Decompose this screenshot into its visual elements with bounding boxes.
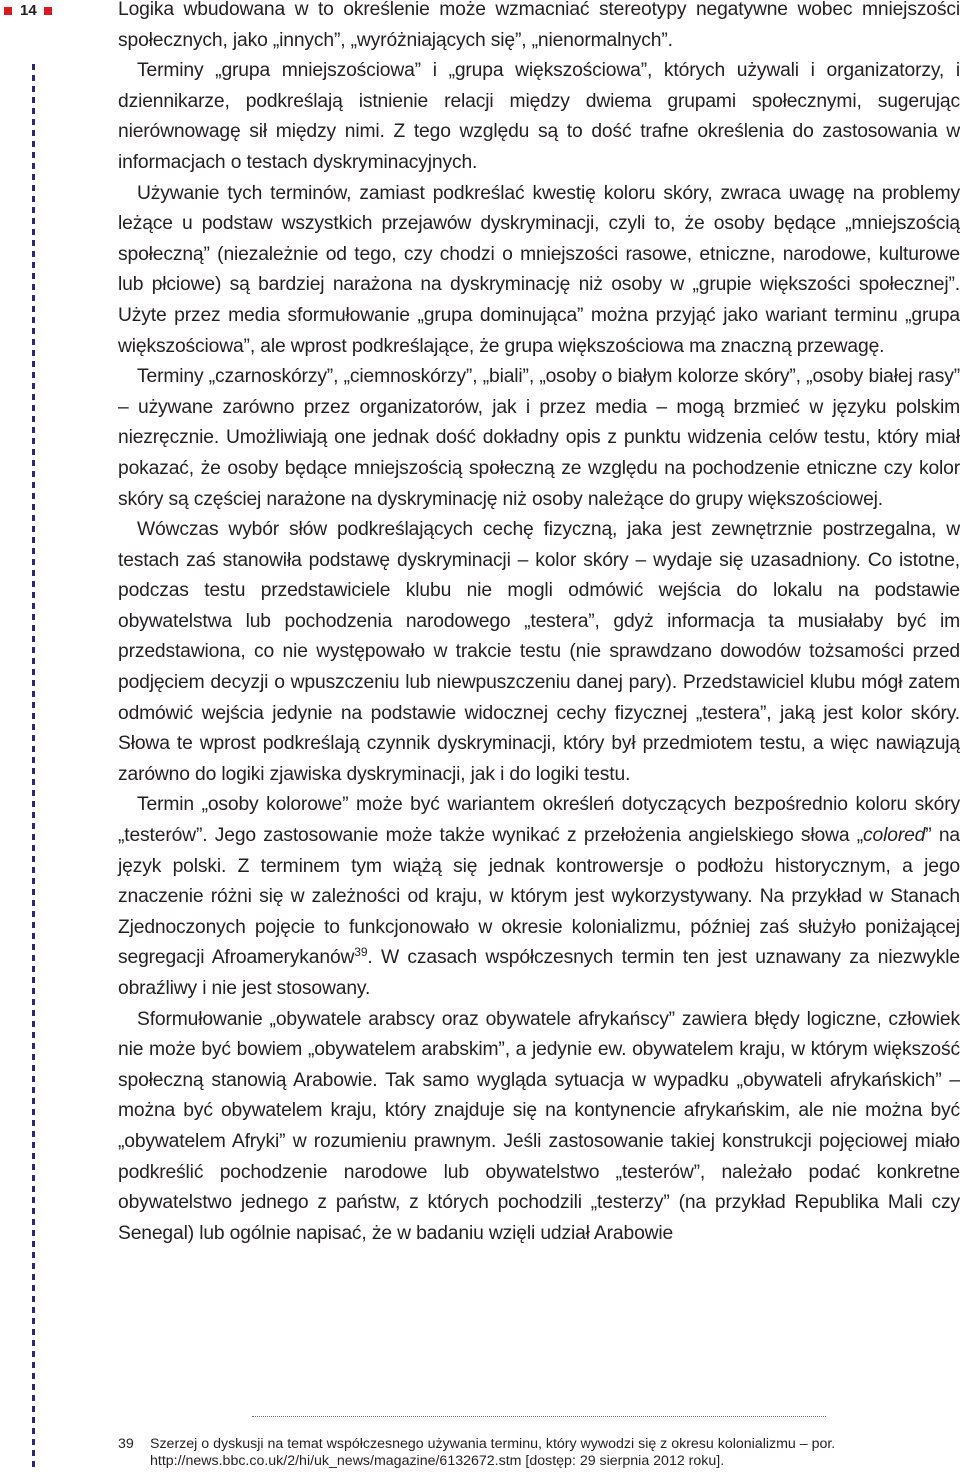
paragraph-text: Terminy „grupa mniejszościowa” i „grupa większościowa”, których używali i organizatorzy, i dziennikarze, podkreślają istnienie relacji między dwiema grupami społecznymi, sugerując nierównowagę sił między nimi. Z tego względu są to dość trafne określenia do zastosowania w informacjach o testach dyskryminacyjnych. [118,60,960,173]
paragraph-text: ” na język polski. Z terminem tym wiążą się jednak kontrowersje o podłożu historycznym, a jego znaczenie różni się w zależności od kraju, w którym jest wykorzystywany. Na przykład w Stanach Zjednoczonych pojęcie to funkcjonowało w okresie kolonializmu, później zaś służyło poniżającej segregacji Afroamerykanów [118,825,960,969]
paragraph-4 [118,362,960,515]
italic-term: colored [863,825,926,847]
paragraph-3 [118,179,960,363]
paragraph-6 [118,790,960,1004]
paragraph-text: Terminy „czarnoskórzy”, „ciemnoskórzy”, „biali”, „osoby o białym kolorze skóry”, „osoby białej rasy” – używane zarówno przez organizatorów, jak i przez media – mogą brzmieć w języku polskim niezręcznie. Umożliwiają one jednak dość dokładny opis z punktu widzenia celów testu, który miał pokazać, że osoby będące mniejszością społeczną ze względu na pochodzenie etniczne czy kolor skóry są częściej narażone na dyskryminację niż osoby należące do grupy większościowej. [118,366,960,510]
footnote-separator [252,1416,826,1417]
paragraph-text: Sformułowanie „obywatele arabscy oraz obywatele afrykańscy” zawiera błędy logiczne, człowiek nie może być bowiem „obywatelem arabskim”, a jedynie ew. obywatelem kraju, w którym większość społeczną stanowią Arabowie. Tak samo wygląda sytuacja w wypadku „obywateli afrykańskich” – można być obywatelem kraju, który znajduje się na kontynencie afrykańskim, ale nie można być „obywatelem Afryki” w rozumieniu prawnym. Jeśli zastosowanie takiej konstrukcji pojęciowej miało podkreślić pochodzenie narodowe lub obywatelstwo „testerów”, należało podać konkretne obywatelstwo jednego z państw, z których pochodzili „testerzy” (na przykład Republika Mali czy Senegal) lub ogólnie napisać, że w badaniu wzięli udział Arabowie [118,1008,960,1244]
footnote-reference[interactable]: 39 [354,945,368,960]
paragraph-7 [118,1005,960,1250]
paragraph-text: Termin „osoby kolorowe” może być wariantem określeń dotyczących bezpośrednio koloru skóry „testerów”. Jego zastosowanie może także wynikać z przełożenia angielskiego słowa „ [118,794,960,847]
footnote-number: 39 [118,1436,134,1452]
paragraph-text: Logika wbudowana w to określenie może wzmacniać stereotypy negatywne wobec mniejszości społecznych, jako „innych”, „wyróżniających się”, „nienormalnych”. [118,0,960,51]
paragraph-text: Wówczas wybór słów podkreślających cechę fizyczną, jaka jest zewnętrznie postrzegalna, w testach zaś stanowiła podstawę dyskryminacji – kolor skóry – wydaje się uzasadniony. Co istotne, podczas testu przedstawiciele klubu nie mogli odmówić wejścia do lokalu na podstawie obywatelstwa lub pochodzenia narodowego „testera”, gdyż informacja ta musiałaby być im przedstawiona, co nie występowało w trakcie testu (nie sprawdzano dowodów tożsamości przed podjęciem decyzji o wpuszczeniu lub niewpuszczeniu danej pary). Przedstawiciel klubu mógł zatem odmówić wejścia jedynie na podstawie widocznej cechy fizycznej „testera”, jaką jest kolor skóry. Słowa te wprost podkreślają czynnik dyskryminacji, który był przedmiotem testu, a więc nawiązują zarówno do logiki zjawiska dyskryminacji, jak i do logiki testu. [118,519,960,785]
paragraph-1 [118,0,960,56]
margin-dotted-rule [32,64,35,1472]
paragraph-5 [118,515,960,790]
paragraph-text: . W czasach współczesnych termin ten jest uznawany za niezwykle obraźliwy i nie jest stosowany. [118,947,960,999]
body-text [118,0,960,1249]
page-header [0,0,52,22]
page-number: 14 [20,2,37,19]
paragraph-2 [118,56,960,178]
footnote [118,1436,960,1470]
header-square-right-icon [44,7,52,15]
header-square-left-icon [4,7,12,15]
footnote-text: Szerzej o dyskusji na temat współczesnego używania terminu, który wywodzi się z okresu kolonializmu – por. http://news.bbc.co.uk/2/hi/uk_news/magazine/6132672.stm [dostęp: 29 sierpnia 2012 roku]. [150,1436,836,1469]
paragraph-text: Używanie tych terminów, zamiast podkreślać kwestię koloru skóry, zwraca uwagę na problemy leżące u podstaw wszystkich przejawów dyskryminacji, czyli to, że osoby będące „mniejszością społeczną” (niezależnie od tego, czy chodzi o mniejszości rasowe, etniczne, narodowe, kulturowe lub płciowe) są bardziej narażona na dyskryminację niż osoby w „grupie większości społecznej”. Użyte przez media sformułowanie „grupa dominująca” można przyjąć jako wariant terminu „grupa większościowa”, ale wprost podkreślające, że grupa większościowa ma znaczną przewagę. [118,182,960,357]
